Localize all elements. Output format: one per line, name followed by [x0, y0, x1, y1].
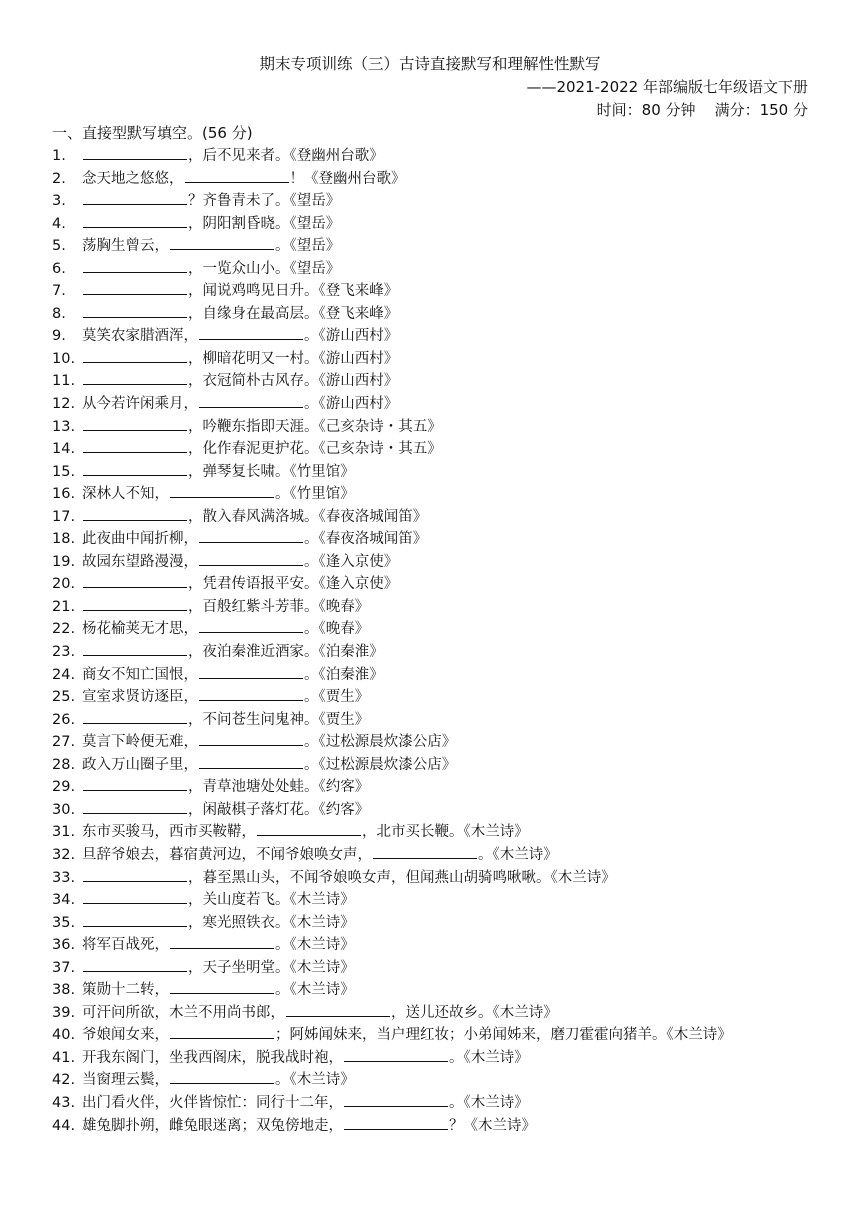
- answer-blank[interactable]: [185, 168, 289, 183]
- question-number: 36.: [52, 937, 76, 954]
- question-number: 6.: [52, 260, 66, 277]
- question-item: [52, 596, 812, 619]
- question-suffix: ，夜泊秦淮近酒家。《泊秦淮》: [188, 644, 384, 661]
- question-number: 28.: [52, 756, 76, 773]
- question-number: 37.: [52, 959, 76, 976]
- page-title: 期末专项训练（三）古诗直接默写和理解性性默写: [259, 55, 601, 73]
- question-item: [52, 844, 812, 867]
- question-text: [82, 641, 812, 664]
- question-prefix: 莫笑农家腊酒浑，: [82, 328, 198, 345]
- question-item: [52, 573, 812, 596]
- question-suffix: ，吟鞭东指即天涯。《己亥杂诗・其五》: [188, 418, 442, 435]
- answer-blank[interactable]: [199, 528, 303, 543]
- question-suffix: ，送儿还故乡。《木兰诗》: [391, 1004, 558, 1021]
- question-suffix: 。《逢入京使》: [304, 553, 399, 570]
- question-number: 11.: [52, 373, 76, 390]
- question-item: [52, 145, 812, 168]
- question-item: [52, 1002, 812, 1025]
- question-number: 25.: [52, 689, 76, 706]
- question-item: [52, 664, 812, 687]
- question-number: 5.: [52, 238, 66, 255]
- question-text: [82, 731, 812, 754]
- question-number: 18.: [52, 531, 76, 548]
- question-item: [52, 979, 812, 1002]
- answer-blank[interactable]: [170, 483, 274, 498]
- question-suffix: ，北市买长鞭。《木兰诗》: [362, 824, 529, 841]
- answer-blank[interactable]: [257, 821, 361, 836]
- answer-blank[interactable]: [83, 348, 187, 363]
- question-text: [82, 168, 812, 191]
- question-prefix: 雄兔脚扑朔，雌兔眼迷离；双兔傍地走，: [82, 1117, 343, 1134]
- question-prefix: 从今若许闲乘月，: [82, 396, 198, 413]
- question-text: [82, 799, 812, 822]
- question-prefix: 将军百战死，: [82, 937, 169, 954]
- question-item: [52, 168, 812, 191]
- question-item: [52, 303, 812, 326]
- question-number: 24.: [52, 666, 76, 683]
- question-prefix: 莫言下岭便无难，: [82, 734, 198, 751]
- question-text: [82, 596, 812, 619]
- answer-blank[interactable]: [199, 664, 303, 679]
- question-item: [52, 934, 812, 957]
- answer-blank[interactable]: [83, 280, 187, 295]
- question-prefix: 可汗问所欲，木兰不用尚书郎，: [82, 1004, 285, 1021]
- question-item: [52, 416, 812, 439]
- question-suffix: ，自缘身在最高层。《登飞来峰》: [188, 305, 399, 322]
- question-item: [52, 618, 812, 641]
- question-suffix: ，暮至黑山头，不闻爷娘唤女声，但闻燕山胡骑鸣啾啾。《木兰诗》: [188, 869, 616, 886]
- question-prefix: 当窗理云鬓，: [82, 1072, 169, 1089]
- question-suffix: 。《泊秦淮》: [304, 666, 384, 683]
- question-suffix: ，凭君传语报平安。《逢入京使》: [188, 576, 399, 593]
- answer-blank[interactable]: [199, 393, 303, 408]
- question-prefix: 爷娘闻女来，: [82, 1027, 169, 1044]
- question-text: [82, 528, 812, 551]
- answer-blank[interactable]: [344, 1115, 448, 1130]
- question-item: [52, 731, 812, 754]
- question-prefix: 政入万山圈子里，: [82, 756, 198, 773]
- page-subtitle: ——2021-2022 年部编版七年级语文下册: [526, 78, 808, 96]
- answer-blank[interactable]: [83, 641, 187, 656]
- question-suffix: 。《木兰诗》: [275, 982, 355, 999]
- question-prefix: 策勋十二转，: [82, 982, 169, 999]
- answer-blank[interactable]: [83, 213, 187, 228]
- question-text: [82, 934, 812, 957]
- question-text: [82, 258, 812, 281]
- question-text: [82, 213, 812, 236]
- question-suffix: 。《望岳》: [275, 238, 341, 255]
- question-number: 15.: [52, 463, 76, 480]
- answer-blank[interactable]: [373, 844, 477, 859]
- question-number: 16.: [52, 486, 76, 503]
- question-number: 4.: [52, 215, 66, 232]
- question-suffix: ，一览众山小。《望岳》: [188, 260, 341, 277]
- question-item: [52, 641, 812, 664]
- question-suffix: ，关山度若飞。《木兰诗》: [188, 892, 355, 909]
- question-text: [82, 483, 812, 506]
- question-suffix: 。《贾生》: [304, 689, 370, 706]
- question-text: [82, 709, 812, 732]
- question-item: [52, 1069, 812, 1092]
- question-item: [52, 1024, 812, 1047]
- question-text: [82, 280, 812, 303]
- question-suffix: ，后不见来者。《登幽州台歌》: [188, 148, 384, 164]
- question-text: [82, 348, 812, 371]
- answer-blank[interactable]: [170, 235, 274, 250]
- question-suffix: ，弹琴复长啸。《竹里馆》: [188, 463, 355, 480]
- question-text: [82, 190, 812, 213]
- question-suffix: ，散入春风满洛城。《春夜洛城闻笛》: [188, 508, 428, 525]
- question-suffix: 。《木兰诗》: [275, 937, 355, 954]
- question-item: [52, 1092, 812, 1115]
- question-suffix: ，闻说鸡鸣见日升。《登飞来峰》: [188, 283, 399, 300]
- question-text: [82, 957, 812, 980]
- answer-blank[interactable]: [83, 438, 187, 453]
- question-prefix: 荡胸生曾云，: [82, 238, 169, 255]
- question-text: [82, 776, 812, 799]
- question-text: [82, 912, 812, 935]
- answer-blank[interactable]: [83, 799, 187, 814]
- answer-blank[interactable]: [83, 957, 187, 972]
- question-number: 38.: [52, 982, 76, 999]
- answer-blank[interactable]: [83, 370, 187, 385]
- question-prefix: 出门看火伴，火伴皆惊忙：同行十二年，: [82, 1094, 343, 1111]
- answer-blank[interactable]: [83, 776, 187, 791]
- question-number: 14.: [52, 441, 76, 458]
- question-suffix: 。《木兰诗》: [275, 1072, 355, 1089]
- question-text: [82, 664, 812, 687]
- question-item: [52, 461, 812, 484]
- answer-blank[interactable]: [170, 1024, 274, 1039]
- question-number: 19.: [52, 553, 76, 570]
- question-item: [52, 867, 812, 890]
- question-suffix: ，闲敲棋子落灯花。《约客》: [188, 801, 370, 818]
- question-prefix: 此夜曲中闻折柳，: [82, 531, 198, 548]
- question-suffix: ，青草池塘处处蛙。《约客》: [188, 779, 370, 796]
- question-text: [82, 979, 812, 1002]
- question-number: 17.: [52, 508, 76, 525]
- question-item: [52, 1115, 812, 1138]
- question-item: [52, 280, 812, 303]
- question-text: [82, 1002, 812, 1025]
- question-text: [82, 506, 812, 529]
- question-item: [52, 957, 812, 980]
- question-text: [82, 1047, 812, 1070]
- question-number: 39.: [52, 1004, 76, 1021]
- question-item: [52, 686, 812, 709]
- question-text: [82, 686, 812, 709]
- section-heading: 一、直接型默写填空。(56 分): [52, 124, 253, 142]
- question-prefix: 旦辞爷娘去，暮宿黄河边，不闻爷娘唤女声，: [82, 846, 372, 863]
- question-item: [52, 393, 812, 416]
- question-suffix: 。《过松源晨炊漆公店》: [304, 734, 457, 751]
- question-item: [52, 258, 812, 281]
- question-prefix: 开我东阁门，坐我西阁床，脱我战时袍，: [82, 1049, 343, 1066]
- question-number: 30.: [52, 801, 76, 818]
- exam-meta: 时间：80 分钟 满分：150 分: [596, 101, 808, 119]
- question-suffix: ，阴阳割昏晓。《望岳》: [188, 215, 341, 232]
- answer-blank[interactable]: [83, 506, 187, 521]
- question-number: 7.: [52, 283, 66, 300]
- question-text: [82, 416, 812, 439]
- question-number: 3.: [52, 193, 66, 210]
- answer-blank[interactable]: [83, 867, 187, 882]
- question-number: 22.: [52, 621, 76, 638]
- question-text: [82, 303, 812, 326]
- question-item: [52, 438, 812, 461]
- question-suffix: ，衣冠简朴古风存。《游山西村》: [188, 373, 399, 390]
- question-item: [52, 912, 812, 935]
- answer-blank[interactable]: [199, 754, 303, 769]
- answer-blank[interactable]: [199, 551, 303, 566]
- question-text: [82, 438, 812, 461]
- question-number: 44.: [52, 1117, 76, 1134]
- question-suffix: ；阿姊闻妹来，当户理红妆；小弟闻姊来，磨刀霍霍向猪羊。《木兰诗》: [275, 1027, 732, 1044]
- question-text: [82, 325, 812, 348]
- question-text: [82, 1092, 812, 1115]
- question-number: 12.: [52, 396, 76, 413]
- question-text: [82, 573, 812, 596]
- question-prefix: 深林人不知，: [82, 486, 169, 503]
- question-suffix: 。《春夜洛城闻笛》: [304, 531, 428, 548]
- answer-blank[interactable]: [83, 416, 187, 431]
- question-list: [52, 145, 812, 1137]
- answer-blank[interactable]: [83, 145, 187, 160]
- answer-blank[interactable]: [199, 686, 303, 701]
- question-prefix: 商女不知亡国恨，: [82, 666, 198, 683]
- question-text: [82, 461, 812, 484]
- question-prefix: 东市买骏马，西市买鞍鞯，: [82, 824, 256, 841]
- question-number: 29.: [52, 779, 76, 796]
- question-text: [82, 867, 812, 890]
- question-suffix: ，不问苍生问鬼神。《贾生》: [188, 711, 370, 728]
- question-number: 27.: [52, 734, 76, 751]
- question-number: 34.: [52, 892, 76, 909]
- answer-blank[interactable]: [199, 325, 303, 340]
- question-number: 20.: [52, 576, 76, 593]
- question-item: [52, 528, 812, 551]
- answer-blank[interactable]: [83, 190, 187, 205]
- question-item: [52, 799, 812, 822]
- answer-blank[interactable]: [286, 1002, 390, 1017]
- answer-blank[interactable]: [83, 889, 187, 904]
- question-number: 10.: [52, 350, 76, 367]
- question-suffix: 。《游山西村》: [304, 328, 399, 345]
- answer-blank[interactable]: [170, 934, 274, 949]
- question-suffix: 。《过松源晨炊漆公店》: [304, 756, 457, 773]
- question-item: [52, 821, 812, 844]
- question-suffix: ，柳暗花明又一村。《游山西村》: [188, 350, 399, 367]
- question-item: [52, 754, 812, 777]
- question-text: [82, 1115, 812, 1138]
- question-suffix: ？《木兰诗》: [449, 1117, 536, 1134]
- question-text: [82, 618, 812, 641]
- answer-blank[interactable]: [83, 258, 187, 273]
- question-number: 23.: [52, 644, 76, 661]
- question-text: [82, 821, 812, 844]
- question-prefix: 故园东望路漫漫，: [82, 553, 198, 570]
- question-item: [52, 551, 812, 574]
- question-number: 13.: [52, 418, 76, 435]
- question-suffix: 。《木兰诗》: [478, 846, 558, 863]
- question-number: 26.: [52, 711, 76, 728]
- question-text: [82, 754, 812, 777]
- question-suffix: ，百般红紫斗芳菲。《晚春》: [188, 598, 370, 615]
- question-item: [52, 776, 812, 799]
- question-text: [82, 844, 812, 867]
- question-number: 42.: [52, 1072, 76, 1089]
- question-suffix: ？齐鲁青未了。《望岳》: [188, 193, 341, 210]
- question-suffix: ，寒光照铁衣。《木兰诗》: [188, 914, 355, 931]
- question-number: 9.: [52, 328, 66, 345]
- question-item: [52, 709, 812, 732]
- question-item: [52, 325, 812, 348]
- question-item: [52, 348, 812, 371]
- answer-blank[interactable]: [83, 573, 187, 588]
- answer-blank[interactable]: [344, 1047, 448, 1062]
- question-prefix: 宣室求贤访逐臣，: [82, 689, 198, 706]
- question-number: 8.: [52, 305, 66, 322]
- question-text: [82, 370, 812, 393]
- question-suffix: 。《晚春》: [304, 621, 370, 638]
- answer-blank[interactable]: [83, 912, 187, 927]
- answer-blank[interactable]: [83, 709, 187, 724]
- question-text: [82, 889, 812, 912]
- question-number: 32.: [52, 846, 76, 863]
- question-number: 33.: [52, 869, 76, 886]
- answer-blank[interactable]: [199, 618, 303, 633]
- question-suffix: 。《木兰诗》: [449, 1094, 529, 1111]
- question-prefix: 念天地之悠悠，: [82, 170, 184, 187]
- answer-blank[interactable]: [199, 731, 303, 746]
- question-suffix: 。《木兰诗》: [449, 1049, 529, 1066]
- answer-blank[interactable]: [83, 596, 187, 611]
- question-text: [82, 235, 812, 258]
- question-text: [82, 551, 812, 574]
- question-number: 35.: [52, 914, 76, 931]
- answer-blank[interactable]: [344, 1092, 448, 1107]
- question-item: [52, 235, 812, 258]
- question-number: 41.: [52, 1049, 76, 1066]
- question-suffix: ，化作春泥更护花。《己亥杂诗・其五》: [188, 441, 442, 458]
- question-number: 43.: [52, 1094, 76, 1111]
- question-text: [82, 145, 812, 168]
- question-item: [52, 190, 812, 213]
- question-item: [52, 213, 812, 236]
- question-item: [52, 506, 812, 529]
- question-text: [82, 1024, 812, 1047]
- question-suffix: 。《竹里馆》: [275, 486, 355, 503]
- question-text: [82, 393, 812, 416]
- question-number: 21.: [52, 598, 76, 615]
- question-number: 40.: [52, 1027, 76, 1044]
- answer-blank[interactable]: [83, 303, 187, 318]
- answer-blank[interactable]: [170, 979, 274, 994]
- answer-blank[interactable]: [83, 461, 187, 476]
- question-item: [52, 370, 812, 393]
- question-item: [52, 483, 812, 506]
- question-text: [82, 1069, 812, 1092]
- question-item: [52, 889, 812, 912]
- question-prefix: 杨花榆荚无才思，: [82, 621, 198, 638]
- question-suffix: ！《登幽州台歌》: [289, 170, 406, 187]
- question-number: 1.: [52, 148, 66, 164]
- question-suffix: 。《游山西村》: [304, 396, 399, 413]
- question-number: 31.: [52, 824, 76, 841]
- answer-blank[interactable]: [170, 1069, 274, 1084]
- question-item: [52, 1047, 812, 1070]
- question-suffix: ，天子坐明堂。《木兰诗》: [188, 959, 355, 976]
- question-number: 2.: [52, 170, 66, 187]
